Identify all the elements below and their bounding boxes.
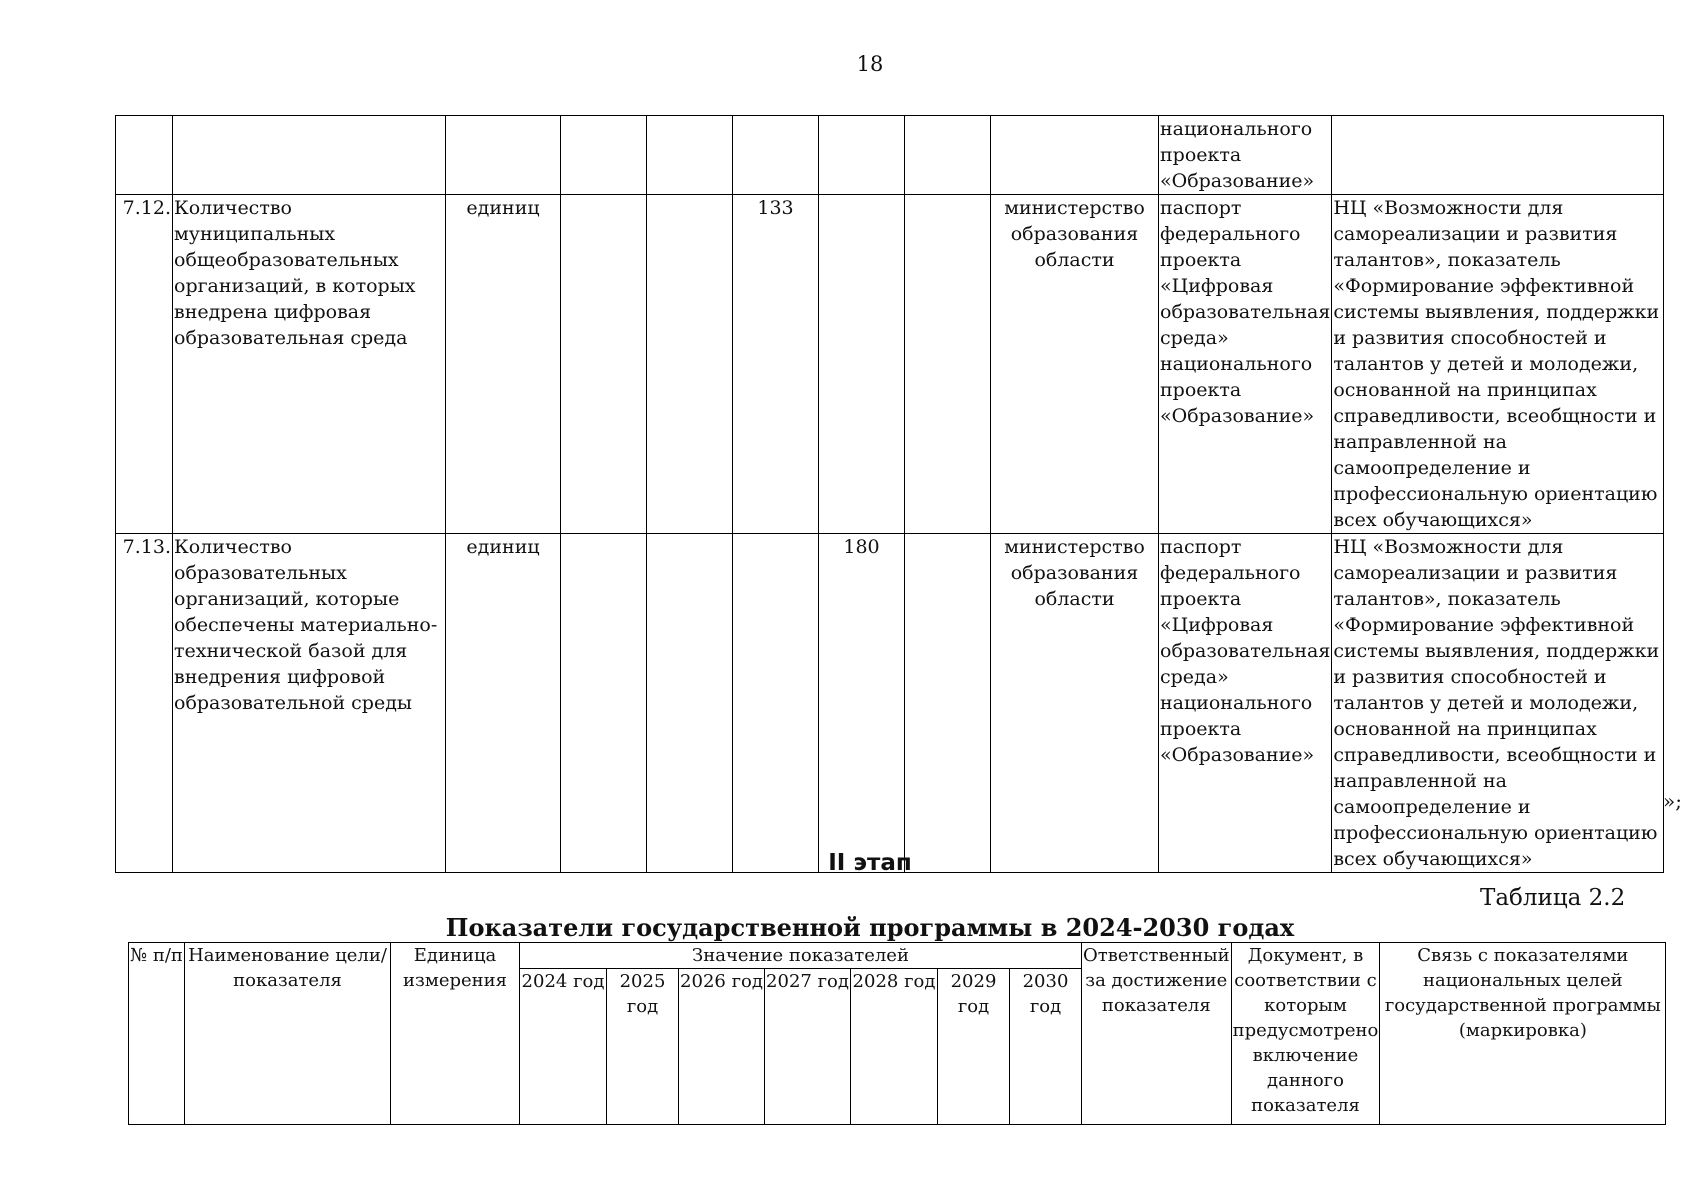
table-row	[116, 534, 1664, 873]
year-2030-header: 2030 год	[1010, 969, 1082, 1125]
responsible-cell: министерство образования области	[991, 195, 1159, 534]
unit-cell: единиц	[446, 195, 561, 534]
document-cell: национального проекта «Образование»	[1159, 116, 1332, 195]
year-2024-header: 2024 год	[520, 969, 607, 1125]
document-cell: паспорт федерального проекта «Цифровая образовательная среда» национального проекта «Образование»	[1159, 534, 1332, 873]
year-2027-header: 2027 год	[765, 969, 851, 1125]
value-2028	[819, 195, 905, 534]
indicators-table-header	[128, 942, 1666, 1125]
unit-cell: единиц	[446, 534, 561, 873]
document-cell: паспорт федерального проекта «Цифровая образовательная среда» национального проекта «Образование»	[1159, 195, 1332, 534]
col-num-header: № п/п	[129, 943, 185, 1125]
page-number: 18	[856, 52, 884, 76]
year-2029-header: 2029 год	[938, 969, 1010, 1125]
row-number: 7.12.	[116, 195, 173, 534]
values-group-header: Значение показателей	[520, 943, 1082, 969]
closing-quote: »;	[1663, 789, 1682, 813]
row-number: 7.13.	[116, 534, 173, 873]
year-2028-header: 2028 год	[851, 969, 938, 1125]
value-2027	[733, 534, 819, 873]
stage-heading: II этап	[828, 850, 912, 876]
col-unit-header: Единица измерения	[391, 943, 520, 1125]
indicator-name: Количество муниципальных общеобразовательных организаций, в которых внедрена цифровая образовательная среда	[173, 195, 446, 534]
table-title: Показатели государственной программы в 2024-2030 годах	[445, 913, 1295, 942]
year-2025-header: 2025 год	[607, 969, 679, 1125]
col-name-header: Наименование цели/показателя	[185, 943, 391, 1125]
col-link-header: Связь с показателями национальных целей государственной программы (маркировка)	[1380, 943, 1666, 1125]
table-label: Таблица 2.2	[1480, 885, 1626, 911]
indicators-table-continued	[115, 115, 1664, 873]
link-cell: НЦ «Возможности для самореализации и развития талантов», показатель «Формирование эффективной системы выявления, поддержки и развития способностей и талантов у детей и молодежи, основанной на принципах справедливости, всеобщности и направленной на самоопределение и профессиональную ориентацию всех обучающихся»	[1332, 195, 1664, 534]
value-2027: 133	[733, 195, 819, 534]
col-responsible-header: Ответственный за достижение показателя	[1082, 943, 1232, 1125]
table-row-continued	[116, 116, 1664, 195]
indicator-name: Количество образовательных организаций, которые обеспечены материально-технической базой для внедрения цифровой образовательной среды	[173, 534, 446, 873]
responsible-cell: министерство образования области	[991, 534, 1159, 873]
col-document-header: Документ, в соответствии с которым предусмотрено включение данного показателя	[1231, 943, 1380, 1125]
header-row	[129, 943, 1666, 969]
link-cell: НЦ «Возможности для самореализации и развития талантов», показатель «Формирование эффективной системы выявления, поддержки и развития способностей и талантов у детей и молодежи, основанной на принципах справедливости, всеобщности и направленной на самоопределение и профессиональную ориентацию всех обучающихся»	[1332, 534, 1664, 873]
table-row	[116, 195, 1664, 534]
value-2028: 180	[819, 534, 905, 873]
year-2026-header: 2026 год	[679, 969, 765, 1125]
